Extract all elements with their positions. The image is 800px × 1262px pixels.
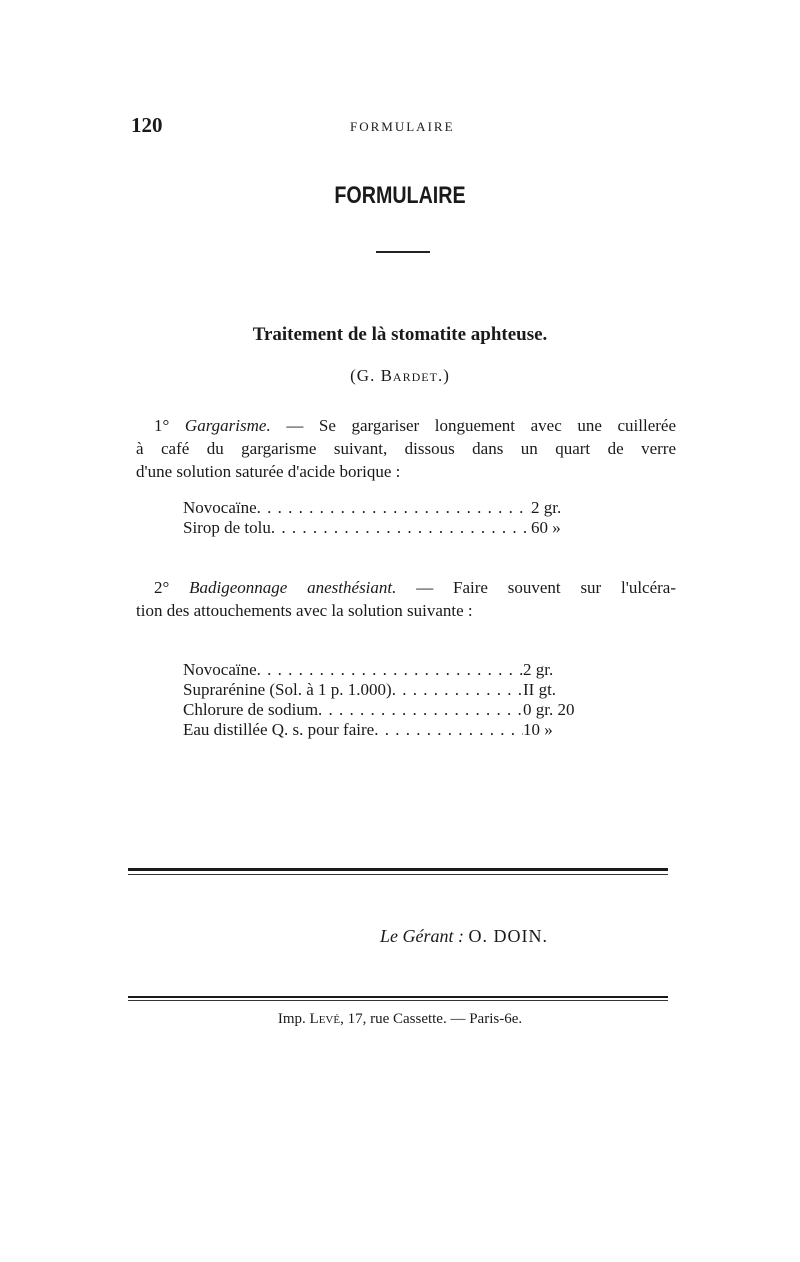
ingredient-name: Novocaïne (183, 660, 257, 679)
ingredient-name: Sirop de tolu (183, 518, 271, 537)
item-1-line-1 (136, 414, 676, 437)
item-1-line-1-text: — Se gargariser longuement avec une cuillerée (270, 416, 677, 435)
recipe-row (183, 498, 603, 518)
title-divider (376, 251, 430, 253)
ingredient-quantity: 0 gr. 20 (523, 700, 575, 719)
author-close: .) (437, 366, 450, 385)
recipe-row (183, 700, 623, 720)
closing-rule-thin (128, 874, 668, 875)
item-2-recipe (183, 660, 623, 740)
item-1-line-3: d'une solution saturée d'acide borique : (136, 462, 401, 481)
recipe-row (183, 518, 603, 538)
imprint-prefix: Imp. (277, 1011, 310, 1027)
closing-rule (128, 868, 668, 871)
imprint-rule-thin (128, 1000, 668, 1001)
item-1-line-2: à café du gargarisme suivant, dissous dans un quart de verre (136, 439, 676, 458)
item-2-number: 2° (154, 578, 170, 597)
signature-role: Le Gérant : (380, 926, 464, 946)
imprint-rule (128, 996, 668, 998)
item-1-number: 1° (154, 416, 170, 435)
leader-dots (257, 660, 523, 680)
recipe-row (183, 680, 623, 700)
item-1-recipe (183, 498, 603, 538)
leader-dots (271, 518, 531, 538)
signature (380, 926, 548, 947)
recipe-row (183, 720, 623, 740)
ingredient-name: Suprarénine (Sol. à 1 p. 1.000) (183, 680, 392, 699)
ingredient-quantity: 2 gr. (523, 660, 554, 679)
recipe-row (183, 660, 623, 680)
item-1-heading: Gargarisme. (184, 416, 271, 435)
author-open: (G. (350, 366, 381, 385)
leader-dots (374, 720, 523, 740)
item-2-line-1 (136, 576, 676, 599)
item-2-paragraph (136, 576, 676, 622)
ingredient-name: Novocaïne (183, 498, 257, 517)
item-2-heading: Badigeonnage anesthésiant. (189, 578, 397, 597)
leader-dots (318, 700, 523, 720)
author-name: Bardet (380, 366, 438, 385)
running-head: FORMULAIRE (350, 119, 455, 134)
section-title: FORMULAIRE (334, 182, 466, 209)
signature-name: O. DOIN. (468, 926, 548, 946)
article-title: Traitement de là stomatite aphteuse. (252, 324, 548, 345)
ingredient-quantity: 60 » (531, 518, 561, 537)
ingredient-name: Chlorure de sodium (183, 700, 319, 719)
imprint-printer: Levé (309, 1011, 341, 1027)
ingredient-quantity: II gt. (523, 680, 557, 699)
page-number: 120 (131, 113, 163, 137)
ingredient-quantity: 2 gr. (531, 498, 562, 517)
ingredient-name: Eau distillée Q. s. pour faire (183, 720, 375, 739)
item-2-line-1-text: — Faire souvent sur l'ulcéra- (396, 578, 677, 597)
item-1-paragraph (136, 414, 676, 483)
item-2-line-2: tion des attouchements avec la solution suivante : (136, 601, 473, 620)
imprint-address: , 17, rue Cassette. — Paris-6e. (340, 1011, 523, 1027)
leader-dots (257, 498, 531, 518)
printer-imprint (0, 1011, 800, 1028)
author-credit (0, 366, 800, 386)
ingredient-quantity: 10 » (523, 720, 553, 739)
leader-dots (392, 680, 523, 700)
